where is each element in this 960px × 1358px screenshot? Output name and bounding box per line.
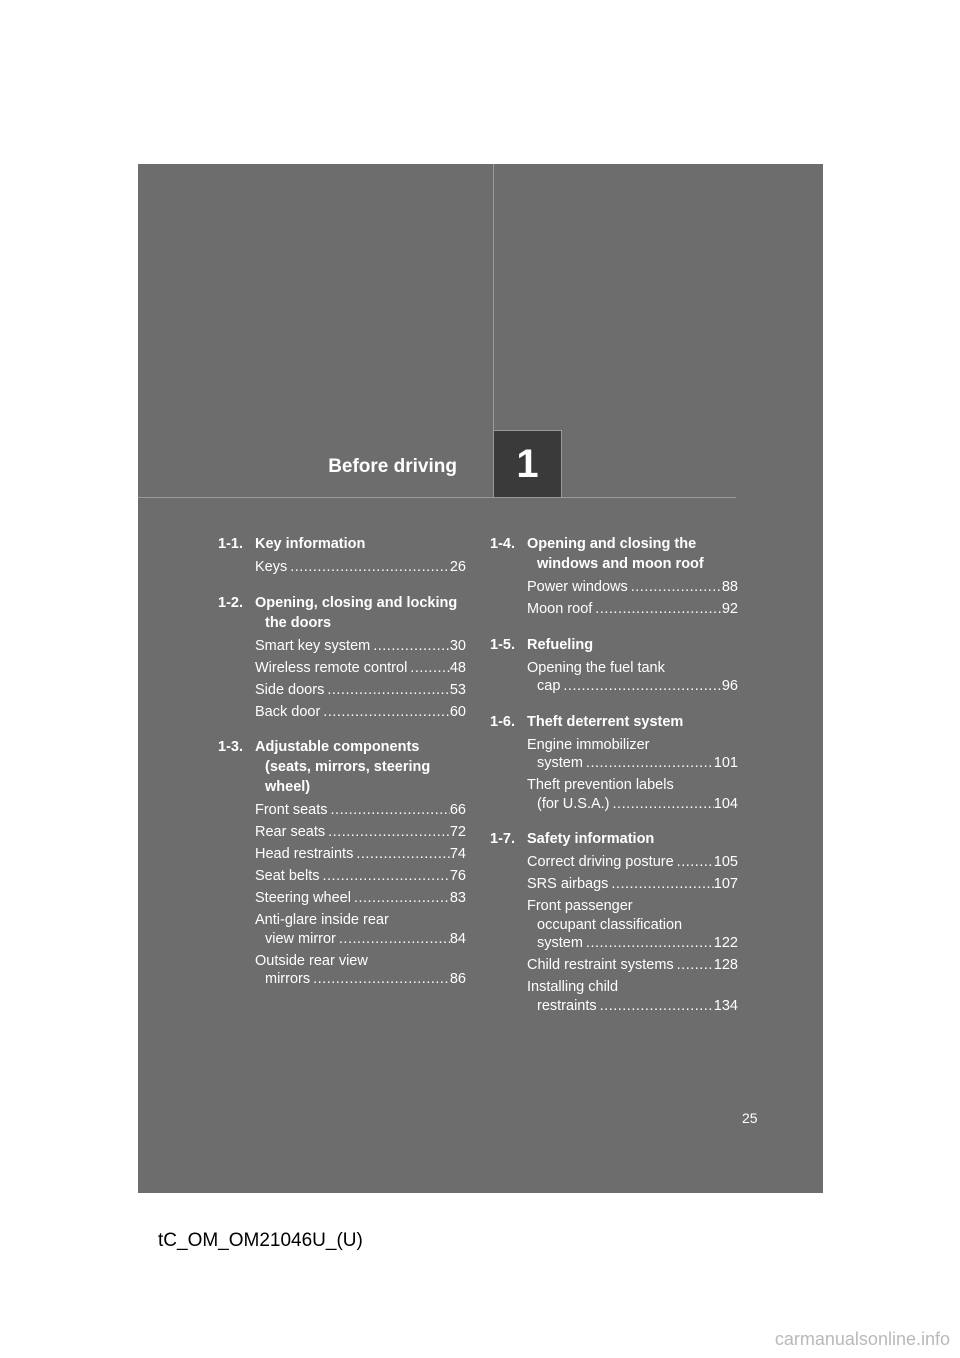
toc-entry-label: Moon roof xyxy=(527,601,593,617)
toc-entry-page: 26 xyxy=(449,559,466,575)
toc-section-heading[interactable] xyxy=(490,712,738,732)
toc-section-title: Key information xyxy=(255,536,366,552)
dot-leader xyxy=(336,930,450,949)
toc-entry-page: 76 xyxy=(449,868,466,884)
toc-entry[interactable] xyxy=(527,776,738,813)
toc-section-number: 1-6. xyxy=(490,713,515,730)
toc-entry-page: 88 xyxy=(721,579,738,595)
toc-entry-page: 92 xyxy=(721,601,738,617)
toc-entry-page: 101 xyxy=(713,755,738,771)
toc-entry-label: Head restraints xyxy=(255,846,354,862)
toc-entry-page: 84 xyxy=(449,930,466,947)
document-id: tC_OM_OM21046U_(U) xyxy=(158,1230,363,1251)
toc-left-column xyxy=(218,534,466,1005)
toc-entry-label: Front seats xyxy=(255,802,328,818)
toc-entry[interactable] xyxy=(255,637,466,656)
dot-leader xyxy=(351,889,450,908)
toc-entry-label: Seat belts xyxy=(255,868,320,884)
chapter-panel xyxy=(138,164,823,1193)
chapter-number: 1 xyxy=(516,441,539,486)
toc-entry[interactable] xyxy=(255,659,466,678)
toc-entry-label-line: Anti-glare inside rear xyxy=(255,912,389,928)
toc-section-heading[interactable] xyxy=(490,635,738,655)
toc-entry[interactable] xyxy=(255,889,466,908)
dot-leader xyxy=(310,970,450,989)
toc-entry-page: 134 xyxy=(713,997,738,1014)
toc-entry-page: 86 xyxy=(449,971,466,987)
toc-entry[interactable] xyxy=(255,952,466,989)
dot-leader xyxy=(597,997,714,1016)
dot-leader xyxy=(560,677,721,696)
toc-section-number: 1-1. xyxy=(218,536,243,552)
toc-section xyxy=(490,635,738,696)
toc-entry-page: 96 xyxy=(721,678,738,694)
toc-entry[interactable] xyxy=(527,978,738,1015)
toc-entry[interactable] xyxy=(527,875,738,894)
toc-entry-label: Wireless remote control xyxy=(255,659,408,676)
toc-entry[interactable] xyxy=(527,853,738,872)
toc-entry[interactable] xyxy=(255,801,466,820)
toc-section xyxy=(218,593,466,722)
toc-entry-page: 104 xyxy=(713,795,738,812)
toc-entry-label: Steering wheel xyxy=(255,890,351,906)
toc-entry-page: 122 xyxy=(713,935,738,951)
dot-leader xyxy=(583,934,714,953)
toc-entry-page: 72 xyxy=(449,824,466,840)
dot-leader xyxy=(320,867,450,886)
toc-entry-label: Rear seats xyxy=(255,824,326,840)
toc-section-number: 1-5. xyxy=(490,636,515,653)
toc-section-title: Safety information xyxy=(527,831,655,847)
dot-leader xyxy=(610,795,714,814)
toc-entry-label: Power windows xyxy=(527,579,628,595)
toc-section-title: Adjustable components (seats, mirrors, steering wheel) xyxy=(255,739,431,795)
dot-leader xyxy=(608,875,713,894)
page-number: 25 xyxy=(742,1110,758,1126)
toc-entry[interactable] xyxy=(255,867,466,886)
toc-section xyxy=(490,534,738,619)
toc-entry-label-line: Installing child xyxy=(527,979,619,995)
toc-section-heading[interactable] xyxy=(218,534,466,554)
toc-entry-label: Smart key system xyxy=(255,637,371,654)
toc-section-number: 1-2. xyxy=(218,594,243,611)
toc-section-number: 1-3. xyxy=(218,739,243,755)
dot-leader xyxy=(407,659,450,678)
toc-entry-page: 30 xyxy=(449,637,466,654)
toc-entry-page: 66 xyxy=(449,802,466,818)
toc-section xyxy=(218,737,466,989)
toc-entry-label-line: Outside rear view xyxy=(255,952,368,969)
dot-leader xyxy=(583,754,714,773)
toc-right-column xyxy=(490,534,738,1031)
dot-leader xyxy=(320,703,450,722)
dot-leader xyxy=(287,558,450,577)
toc-section-heading[interactable] xyxy=(490,534,738,574)
chapter-number-box xyxy=(494,430,562,497)
toc-entry-page: 83 xyxy=(449,890,466,906)
dot-leader xyxy=(628,578,722,597)
toc-entry-page: 53 xyxy=(449,681,466,698)
toc-section xyxy=(490,712,738,814)
toc-entry-label-line: Front passenger xyxy=(527,898,633,914)
toc-section-heading[interactable] xyxy=(218,737,466,797)
toc-section-title: Opening, closing and locking the doors xyxy=(255,594,458,631)
toc-entry-page: 74 xyxy=(449,846,466,862)
toc-entry[interactable] xyxy=(255,703,466,722)
dot-leader xyxy=(325,823,450,842)
toc-entry-label-line: occupant classification xyxy=(537,916,683,933)
toc-section-title: Opening and closing the windows and moon roof xyxy=(527,536,704,572)
toc-section-title: Refueling xyxy=(527,636,594,653)
dot-leader xyxy=(328,801,450,820)
dot-leader xyxy=(353,845,450,864)
toc-entry[interactable] xyxy=(255,911,466,948)
toc-entry-label: view mirror xyxy=(265,930,336,947)
toc-entry[interactable] xyxy=(527,897,738,953)
toc-entry-label-line: Engine immobilizer xyxy=(527,736,650,753)
toc-section-number: 1-4. xyxy=(490,536,515,552)
toc-entry-label: (for U.S.A.) xyxy=(537,795,610,812)
toc-entry[interactable] xyxy=(255,558,466,577)
toc-entry-label: Keys xyxy=(255,559,288,575)
toc-entry-page: 48 xyxy=(449,659,466,676)
toc-entry[interactable] xyxy=(527,956,738,975)
toc-entry[interactable] xyxy=(527,578,738,597)
toc-entry-page: 107 xyxy=(713,876,738,892)
toc-entry-page: 128 xyxy=(713,957,738,973)
toc-entry-label-line: Opening the fuel tank xyxy=(527,659,665,676)
toc-entry[interactable] xyxy=(527,659,738,696)
toc-entry-label: system xyxy=(537,935,583,951)
dot-leader xyxy=(674,853,714,872)
watermark: carmanualsonline.info xyxy=(774,1329,950,1349)
dot-leader xyxy=(324,681,450,700)
toc-entry[interactable] xyxy=(527,736,738,773)
toc-entry-page: 105 xyxy=(713,854,738,870)
toc-entry-label: Side doors xyxy=(255,681,325,698)
toc-entry-label: system xyxy=(537,755,583,771)
dot-leader xyxy=(370,637,450,656)
toc-entry-label: restraints xyxy=(537,997,597,1014)
toc-entry[interactable] xyxy=(255,823,466,842)
toc-entry-label: Back door xyxy=(255,703,321,720)
toc-entry-label: mirrors xyxy=(265,971,311,987)
toc-section-heading[interactable] xyxy=(218,593,466,633)
toc-entry-label-line: Theft prevention labels xyxy=(527,777,674,793)
toc-section xyxy=(218,534,466,577)
horizontal-divider xyxy=(138,497,736,498)
toc-entry[interactable] xyxy=(255,845,466,864)
toc-entry[interactable] xyxy=(527,600,738,619)
toc-section-number: 1-7. xyxy=(490,831,515,847)
toc-section-title: Theft deterrent system xyxy=(527,713,684,730)
toc-entry-label: cap xyxy=(537,678,561,694)
toc-section-heading[interactable] xyxy=(490,829,738,849)
chapter-title: Before driving xyxy=(328,456,457,477)
toc-section xyxy=(490,829,738,1015)
toc-entry-page: 60 xyxy=(449,703,466,720)
toc-entry[interactable] xyxy=(255,681,466,700)
dot-leader xyxy=(674,956,714,975)
toc-entry-label: Child restraint systems xyxy=(527,957,674,973)
toc-entry-label: Correct driving posture xyxy=(527,854,674,870)
toc-entry-label: SRS airbags xyxy=(527,876,609,892)
dot-leader xyxy=(592,600,722,619)
